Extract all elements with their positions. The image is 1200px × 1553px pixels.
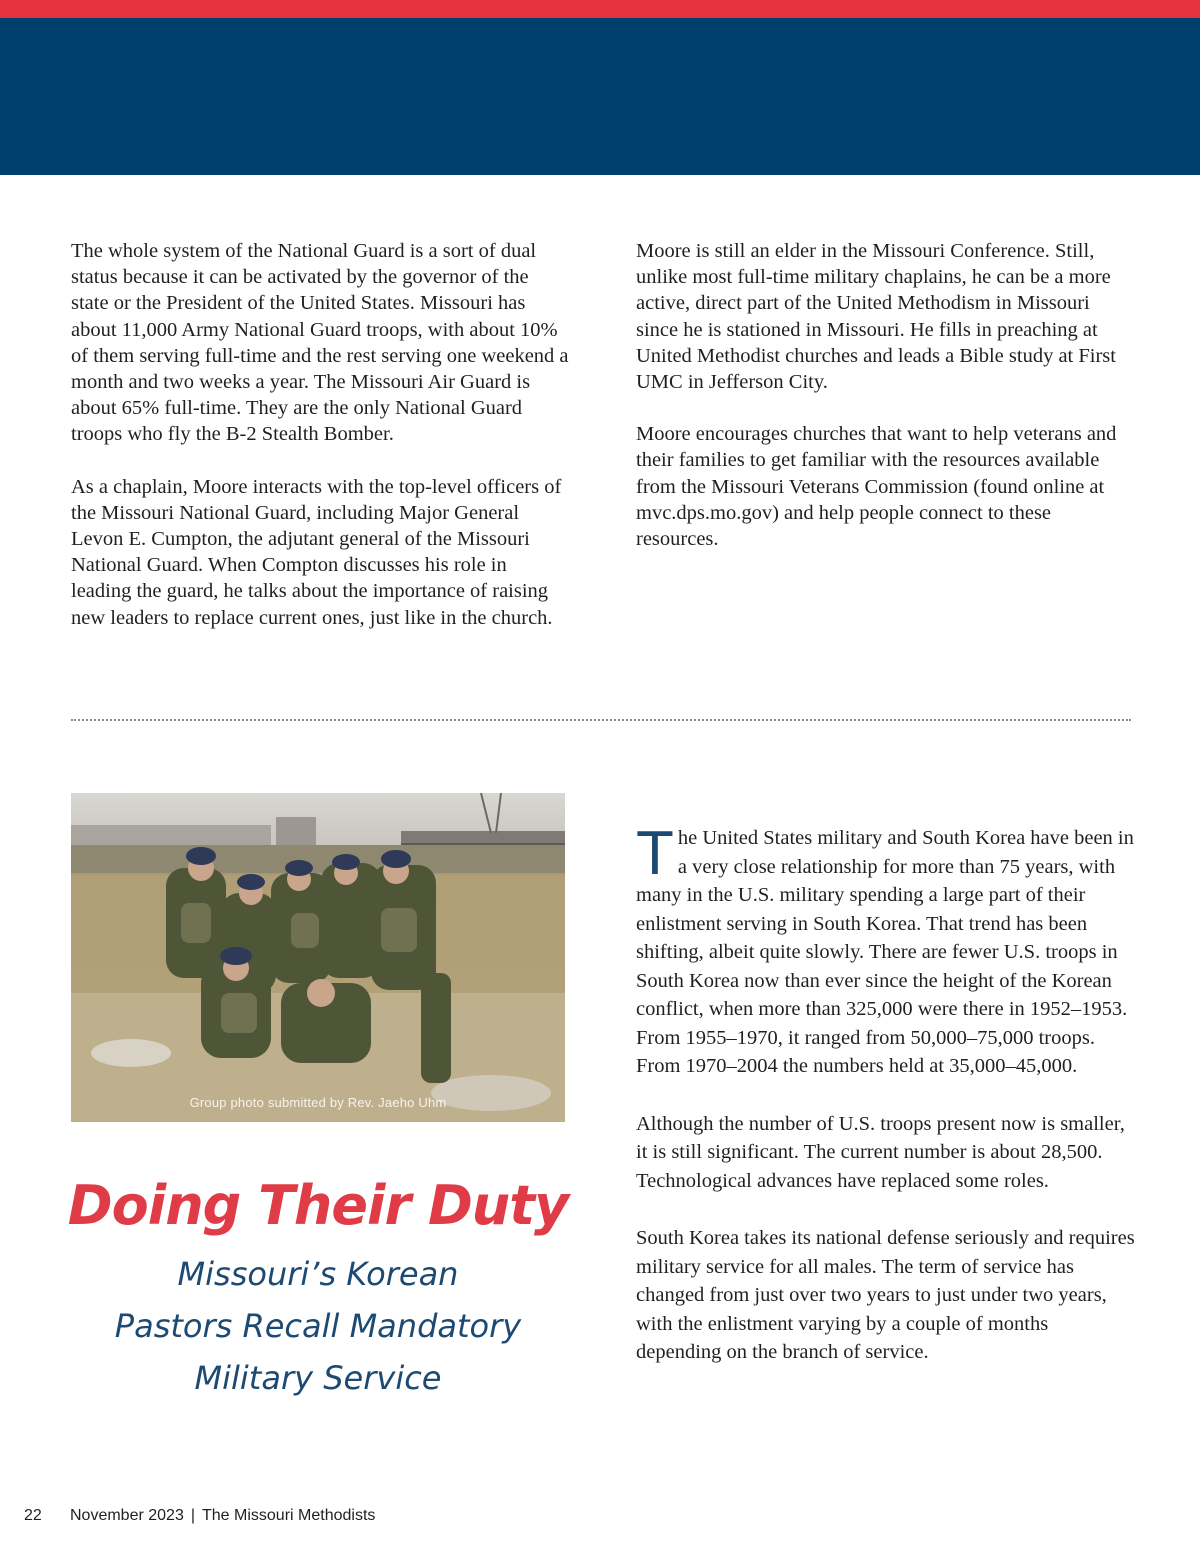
subtitle-line: Missouri’s Korean <box>177 1255 459 1293</box>
section-divider <box>71 719 1131 721</box>
paragraph: Moore is still an elder in the Missouri Conference. Still, unlike most full-time military chaplains, he can be a more active, direct part of the United Methodism in Missouri since he is stationed in Missouri. He fills in preaching at United Methodist churches and leads a Bible study at First UMC in Jefferson City. <box>636 240 1116 394</box>
group-photo <box>71 793 565 1122</box>
drop-cap: T <box>636 819 674 888</box>
top-right-column <box>636 238 1136 578</box>
top-left-column <box>71 238 571 657</box>
paragraph: South Korea takes its national defense seriously and requires military service for all males. The term of service has changed from just over two years to just under two years, with the enlistment varying by a couple of months depending on the branch of service. <box>636 1227 1135 1363</box>
paragraph: As a chaplain, Moore interacts with the top-level officers of the Missouri National Guard, including Major General Levon E. Cumpton, the adjutant general of the Missouri National Guard. When Compton discusses his role in leading the guard, he talks about the importance of raising new leaders to replace current ones, just like in the church. <box>71 475 562 629</box>
article-title: Doing Their Duty <box>67 1174 569 1237</box>
paragraph-text: he United States military and South Korea have been in a very close relationship for more than 75 years, with many in the U.S. military spending a large part of their enlistment serving in South Korea. That trend has been shifting, albeit quite slowly. There are fewer U.S. troops in South Korea now than ever since the height of the Korean conflict, when more than 325,000 were there in 1952–1953. From 1955–1970, it ranged from 50,000–75,000 troops. From 1970–2004 the numbers held at 35,000–45,000. <box>636 827 1134 1077</box>
publication-name: The Missouri Methodists <box>202 1507 376 1524</box>
subtitle-line: Military Service <box>194 1359 442 1397</box>
issue-date: November 2023 <box>70 1507 184 1524</box>
paragraph: The whole system of the National Guard is a sort of dual status because it can be activated by the governor of the state or the President of the United States. Missouri has about 11,000 Army National Guard troops, with about 10% of them serving full-time and the rest serving one weekend a month and two weeks a year. The Missouri Air Guard is about 65% full-time. They are the only National Guard troops who fly the B-2 Stealth Bomber. <box>71 240 569 446</box>
subtitle-line: Pastors Recall Mandatory <box>114 1307 522 1345</box>
article-subtitle <box>40 1248 596 1404</box>
page-footer <box>24 1507 375 1525</box>
header-band <box>0 18 1200 175</box>
paragraph <box>636 819 1136 1081</box>
photo-credit: Group photo submitted by Rev. Jaeho Uhm <box>189 1095 447 1110</box>
paragraph: Although the number of U.S. troops present now is smaller, it is still significant. The current number is about 28,500. Technological advances have replaced some roles. <box>636 1112 1125 1192</box>
article-title-block <box>40 1168 596 1404</box>
top-accent-strip <box>0 0 1200 18</box>
group-photo-image <box>71 793 565 1122</box>
footer-separator: | <box>190 1507 195 1524</box>
page-number: 22 <box>24 1507 42 1524</box>
article-body <box>636 819 1136 1396</box>
paragraph: Moore encourages churches that want to help veterans and their families to get familiar with the resources available from the Missouri Veterans Commission (found online at mvc.dps.mo.gov) and help people connect to these resources. <box>636 423 1117 551</box>
